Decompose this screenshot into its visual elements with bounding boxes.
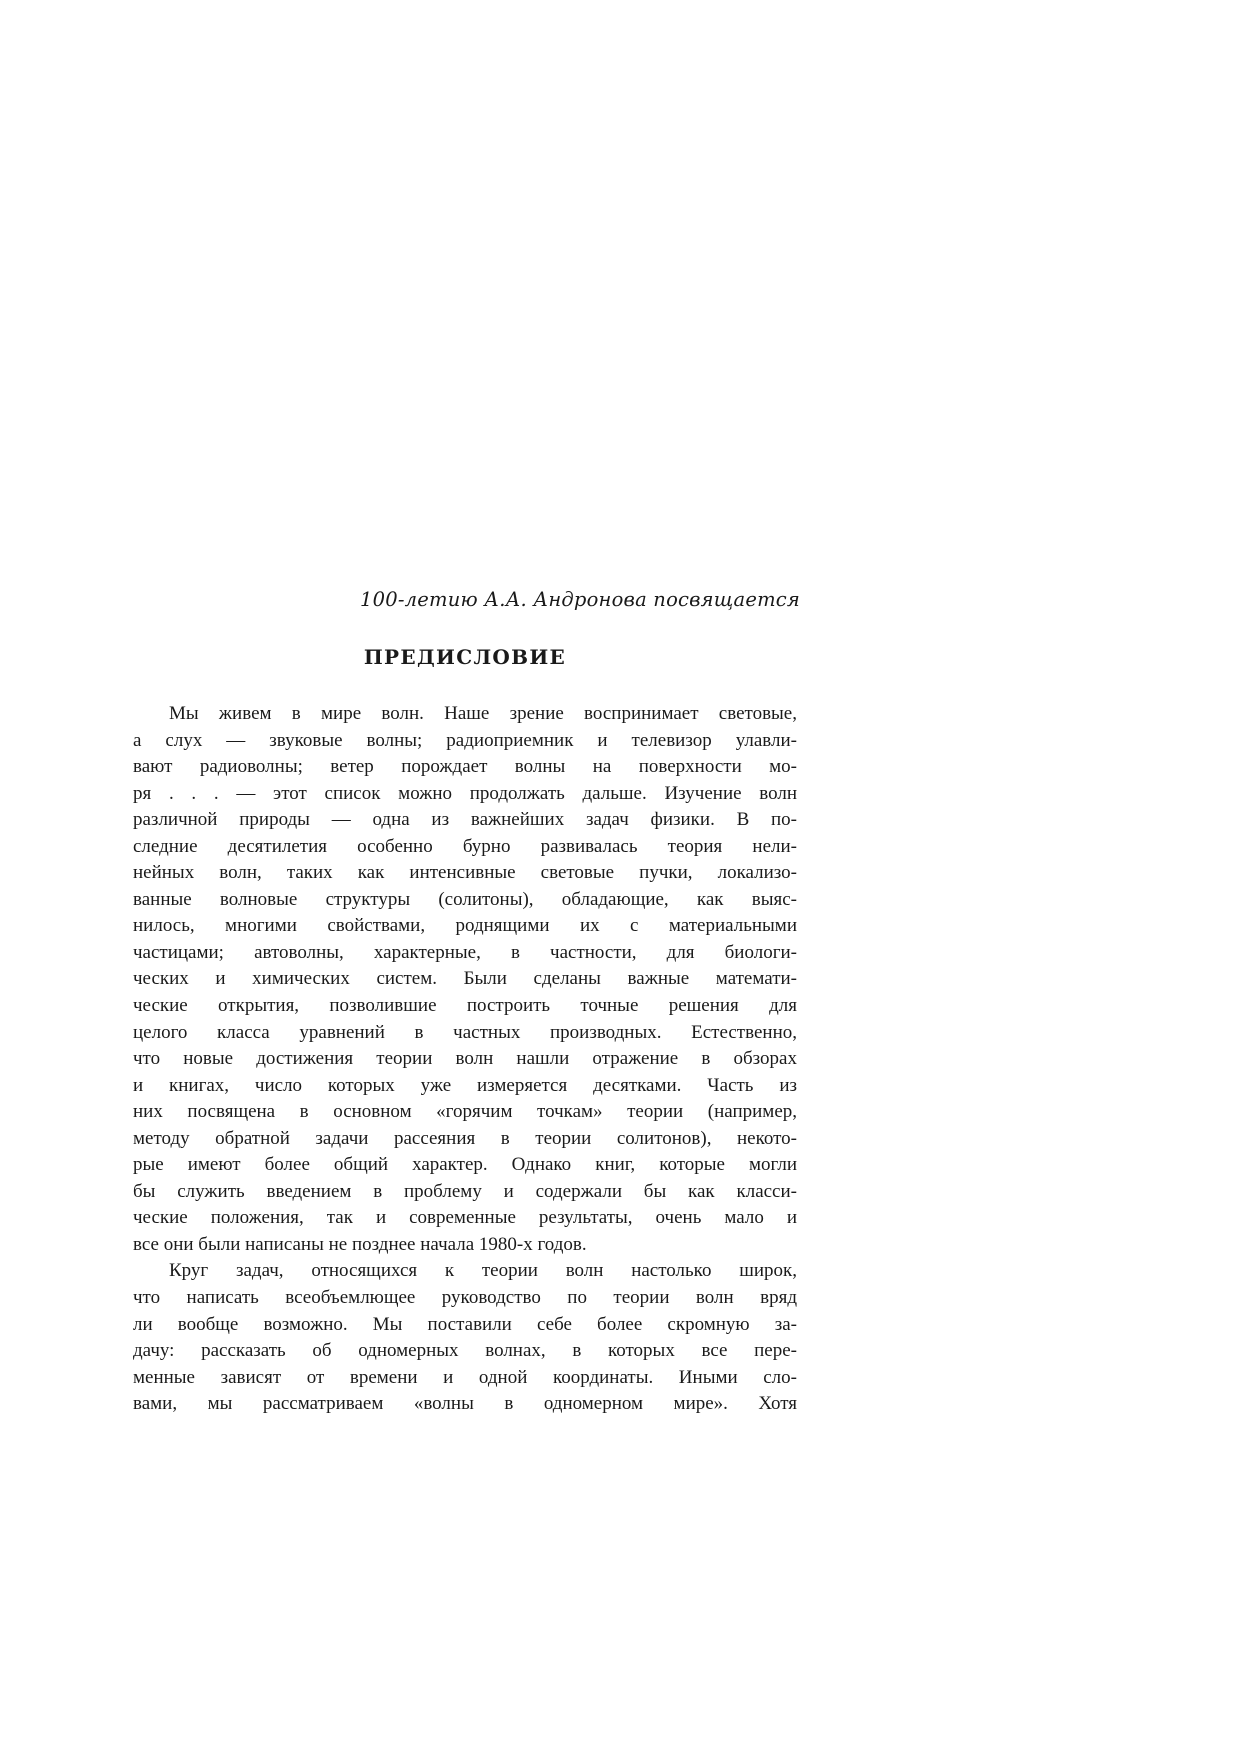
epigraph: 100-летию А.А. Андронова посвящается (360, 588, 800, 611)
text-line: нейных волн, таких как интенсивные световые пучки, локализо- (133, 862, 797, 884)
text-line: все они были написаны не позднее начала 1980-х годов. (133, 1233, 587, 1255)
text-line: ческие положения, так и современные результаты, очень мало и (133, 1207, 797, 1229)
text-line: ческих и химических систем. Были сделаны важные математи- (133, 968, 797, 990)
body-text (133, 701, 797, 1418)
text-line: них посвящена в основном «горячим точкам» теории (например, (133, 1101, 797, 1123)
text-line: и книгах, число которых уже измеряется десятками. Часть из (133, 1074, 797, 1096)
text-line: Мы живем в мире волн. Наше зрение воспринимает световые, (169, 703, 797, 724)
text-line: вают радиоволны; ветер порождает волны на поверхности мо- (133, 756, 797, 778)
text-line: различной природы — одна из важнейших задач физики. В по- (133, 809, 797, 831)
text-line: менные зависят от времени и одной координаты. Иными сло- (133, 1366, 797, 1388)
text-line: бы служить введением в проблему и содержали бы как класси- (133, 1180, 797, 1202)
text-line: рые имеют более общий характер. Однако книг, которые могли (133, 1154, 797, 1176)
text-line: ческие открытия, позволившие построить точные решения для (133, 995, 797, 1017)
text-line: ванные волновые структуры (солитоны), обладающие, как выяс- (133, 888, 797, 910)
text-line: частицами; автоволны, характерные, в частности, для биологи- (133, 941, 797, 963)
text-line: целого класса уравнений в частных производных. Естественно, (133, 1021, 797, 1043)
text-line: дачу: рассказать об одномерных волнах, в которых все пере- (133, 1340, 797, 1362)
text-line: что новые достижения теории волн нашли отражение в обзорах (133, 1048, 797, 1070)
page-title: ПРЕДИСЛОВИЕ (363, 645, 567, 669)
text-line: Круг задач, относящихся к теории волн настолько широк, (169, 1260, 797, 1282)
text-line: ря . . . — этот список можно продолжать дальше. Изучение волн (133, 782, 797, 804)
text-line: вами, мы рассматриваем «волны в одномерном мире». Хотя (133, 1393, 797, 1415)
text-line: ли вообще возможно. Мы поставили себе более скромную за- (133, 1313, 797, 1335)
text-line: а слух — звуковые волны; радиоприемник и телевизор улавли- (133, 729, 797, 751)
text-line: что написать всеобъемлющее руководство по теории волн вряд (133, 1287, 797, 1309)
text-line: следние десятилетия особенно бурно развивалась теория нели- (133, 835, 797, 857)
text-line: методу обратной задачи рассеяния в теории солитонов), некото- (133, 1127, 797, 1149)
text-line: нилось, многими свойствами, роднящими их с материальными (133, 915, 797, 937)
